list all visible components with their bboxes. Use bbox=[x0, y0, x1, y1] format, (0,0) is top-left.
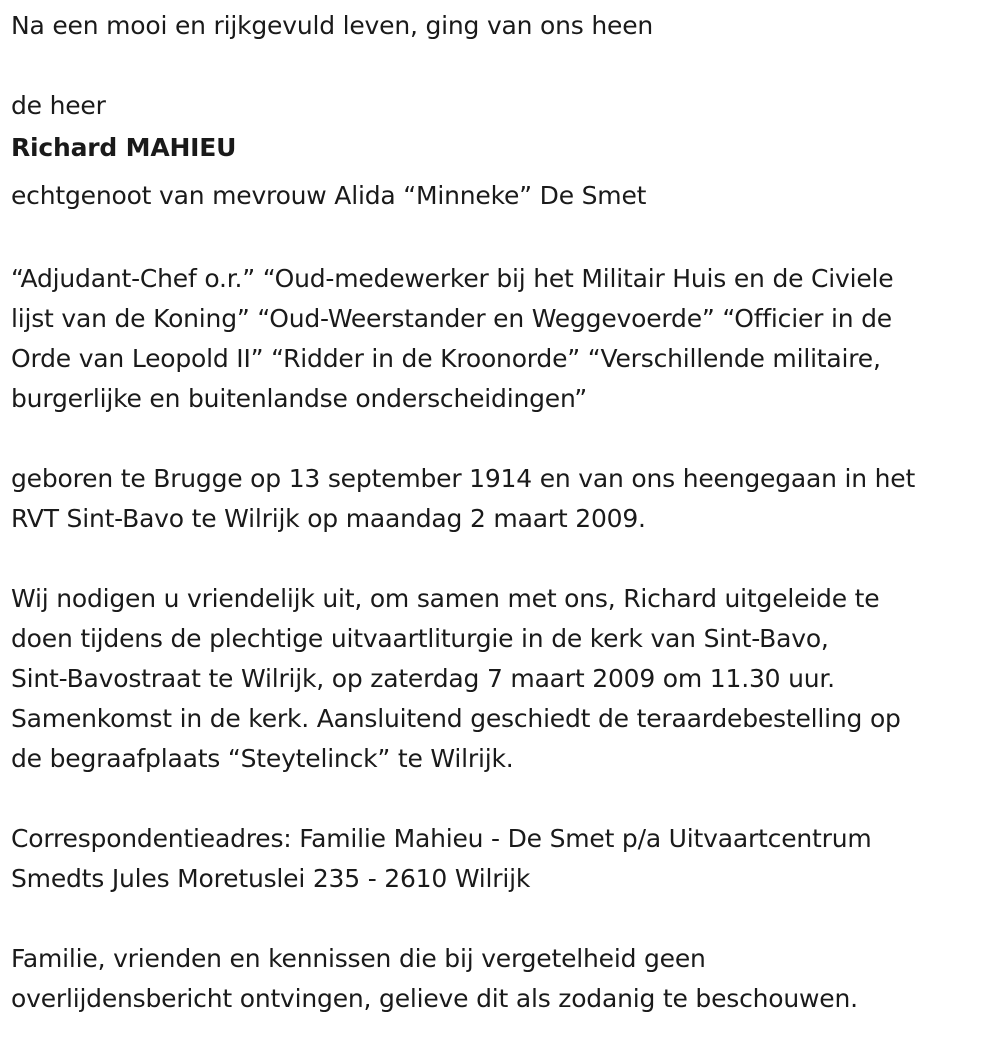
invitation-line: doen tijdens de plechtige uitvaartliturgie in de kerk van Sint-Bavo, bbox=[11, 624, 829, 653]
correspondence-paragraph bbox=[11, 819, 1000, 899]
invitation-line: Sint-Bavostraat te Wilrijk, op zaterdag 7 maart 2009 om 11.30 uur. bbox=[11, 664, 835, 693]
correspondence-line: Correspondentieadres: Familie Mahieu - De Smet p/a Uitvaartcentrum bbox=[11, 824, 872, 853]
titles-line: Orde van Leopold II” “Ridder in de Kroonorde” “Verschillende militaire, bbox=[11, 344, 881, 373]
honorific: de heer bbox=[11, 91, 106, 120]
spacer bbox=[11, 539, 1000, 579]
titles-line: burgerlijke en buitenlandse onderscheidingen” bbox=[11, 384, 587, 413]
invitation-line: Samenkomst in de kerk. Aansluitend geschiedt de teraardebestelling op bbox=[11, 704, 901, 733]
birth-paragraph bbox=[11, 459, 1000, 539]
spouse-line: echtgenoot van mevrouw Alida “Minneke” De Smet bbox=[11, 181, 647, 210]
birth-line: geboren te Brugge op 13 september 1914 en van ons heengegaan in het bbox=[11, 464, 916, 493]
invitation-line: de begraafplaats “Steytelinck” te Wilrijk. bbox=[11, 744, 514, 773]
closing-line: Familie, vrienden en kennissen die bij vergetelheid geen bbox=[11, 944, 706, 973]
titles-line: “Adjudant-Chef o.r.” “Oud-medewerker bij het Militair Huis en de Civiele bbox=[11, 264, 894, 293]
spacer bbox=[11, 779, 1000, 819]
correspondence-line: Smedts Jules Moretuslei 235 - 2610 Wilrijk bbox=[11, 864, 531, 893]
spacer bbox=[11, 46, 1000, 86]
spacer bbox=[11, 222, 1000, 259]
invitation-paragraph bbox=[11, 579, 1000, 779]
birth-line: RVT Sint-Bavo te Wilrijk op maandag 2 maart 2009. bbox=[11, 504, 646, 533]
closing-line: overlijdensbericht ontvingen, gelieve dit als zodanig te beschouwen. bbox=[11, 984, 858, 1013]
intro-text: Na een mooi en rijkgevuld leven, ging van ons heen bbox=[11, 11, 654, 40]
spacer bbox=[11, 899, 1000, 939]
spacer bbox=[11, 419, 1000, 459]
titles-line: lijst van de Koning” “Oud-Weerstander en Weggevoerde” “Officier in de bbox=[11, 304, 892, 333]
invitation-line: Wij nodigen u vriendelijk uit, om samen met ons, Richard uitgeleide te bbox=[11, 584, 880, 613]
titles-paragraph bbox=[11, 259, 1000, 419]
closing-paragraph bbox=[11, 939, 1000, 1019]
deceased-name: Richard MAHIEU bbox=[11, 133, 237, 162]
